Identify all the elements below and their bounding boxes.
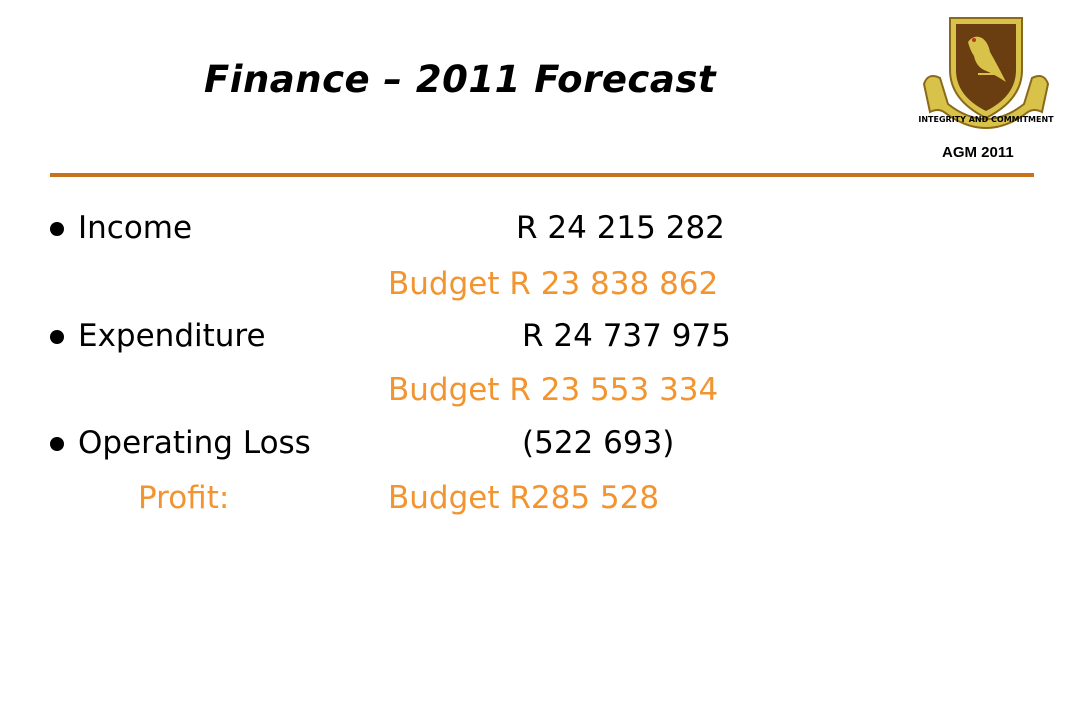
income-budget: Budget R 23 838 862 bbox=[388, 266, 719, 302]
expenditure-value: R 24 737 975 bbox=[522, 318, 731, 354]
corner-label: AGM 2011 bbox=[942, 144, 1014, 161]
profit-budget: Budget R285 528 bbox=[388, 480, 660, 516]
income-value: R 24 215 282 bbox=[516, 210, 725, 246]
profit-label: Profit: bbox=[138, 480, 230, 516]
school-crest-logo bbox=[918, 12, 1054, 132]
bullet-icon bbox=[50, 330, 64, 344]
bullet-icon bbox=[50, 437, 64, 451]
expenditure-label: Expenditure bbox=[78, 318, 266, 354]
bullet-icon bbox=[50, 222, 64, 236]
expenditure-budget: Budget R 23 553 334 bbox=[388, 372, 719, 408]
logo-motto: INTEGRITY AND COMMITMENT bbox=[918, 115, 1054, 124]
operating-loss-label: Operating Loss bbox=[78, 425, 311, 461]
slide-title: Finance – 2011 Forecast bbox=[204, 58, 717, 101]
title-divider bbox=[50, 173, 1034, 177]
operating-loss-value: (522 693) bbox=[522, 425, 675, 461]
income-label: Income bbox=[78, 210, 193, 246]
